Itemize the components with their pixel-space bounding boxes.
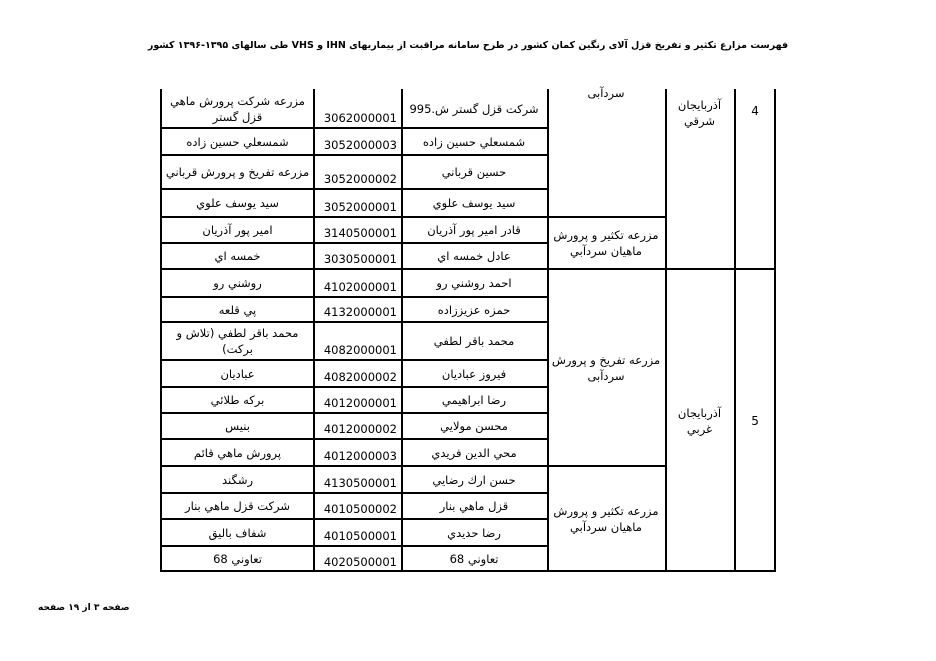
owner-name-cell-text: تعاوني 68: [449, 552, 499, 566]
farm-name-cell: [164, 323, 311, 359]
farm-type-cell-text: سردآبی: [587, 86, 625, 100]
farm-code-cell: [315, 218, 399, 242]
owner-name-cell: [405, 298, 543, 321]
farm-type-cell-text: مزرعه تفريخ و پرورش سردآبی: [551, 352, 661, 383]
farm-code-cell: [315, 190, 399, 216]
owner-name-cell-text: حمزه عزيززاده: [437, 302, 511, 317]
farm-name-cell-text: مزرعه شرکت پرورش ماهي قزل گستر: [170, 94, 305, 124]
farm-name-cell: [164, 129, 311, 154]
farm-name-cell-text: پي قلعه: [218, 302, 257, 317]
owner-name-cell-text: احمد روشني رو: [436, 276, 512, 290]
owner-name-cell: [405, 494, 543, 518]
owner-name-cell-text: محمد باقر لطفي: [433, 334, 515, 348]
farm-name-cell: [164, 298, 311, 321]
farm-code-cell-text: 4012000001: [323, 396, 397, 410]
owner-name-cell: [405, 323, 543, 359]
farm-name-cell: [164, 270, 311, 296]
owner-name-cell-text: رضا حديدي: [447, 525, 501, 540]
table-vline: [665, 89, 667, 571]
farm-name-cell-text: شفاف باليق: [208, 525, 267, 540]
farm-name-cell: [164, 440, 311, 465]
owner-name-cell: [405, 520, 543, 545]
farm-name-cell-text: امير پور آذريان: [202, 223, 273, 237]
farm-code-cell-text: 3052000001: [323, 200, 397, 214]
owner-name-cell-text: شركت قزل گستر ش.995: [409, 102, 539, 116]
farm-name-cell: [164, 467, 311, 492]
farm-name-cell-text: بنيس: [225, 419, 250, 433]
farm-name-cell: [164, 414, 311, 438]
table-vline: [774, 89, 776, 571]
owner-name-cell: [405, 156, 543, 188]
farm-name-cell-text: مزرعه تفريخ و پرورش قرباني: [165, 165, 310, 179]
farm-code-cell: [315, 244, 399, 268]
farm-code-cell: [315, 414, 399, 438]
owner-name-cell: [405, 270, 543, 296]
farm-name-cell: [164, 218, 311, 242]
owner-name-cell: [405, 440, 543, 465]
farm-name-cell-text: محمد باقر لطفي (تلاش و بركت): [176, 326, 299, 356]
farm-name-cell-text: سيد يوسف علوي: [196, 196, 279, 210]
farm-name-cell-text: شركت قزل ماهي بنار: [185, 499, 290, 513]
row-number-cell: [736, 270, 774, 571]
farm-code-cell-text: 3062000001: [323, 111, 397, 125]
farm-name-cell-text: عباديان: [220, 366, 255, 381]
farm-code-cell: [315, 323, 399, 359]
province-cell: [669, 91, 730, 268]
owner-name-cell-text: شمسعلي حسين زاده: [422, 134, 526, 149]
farm-name-cell-text: شمسعلي حسين زاده: [186, 134, 289, 149]
owner-name-cell: [405, 218, 543, 242]
farm-type-cell-text: مزرعه تكثير و پرورش ماهيان سردآبي: [553, 504, 659, 534]
province-cell: [669, 270, 730, 571]
farm-code-cell: [315, 91, 399, 127]
farm-code-cell-text: 4082000002: [323, 370, 397, 384]
owner-name-cell: [405, 91, 543, 127]
farm-code-cell: [315, 388, 399, 412]
farm-name-cell-text: پرورش ماهي قائم: [193, 445, 282, 460]
farm-name-cell-text: بركه طلائي: [210, 393, 265, 407]
farm-code-cell-text: 4010500001: [323, 529, 397, 543]
owner-name-cell-text: عادل خمسه اي: [437, 249, 511, 263]
farm-type-cell-text: مزرعه تكثير و پرورش ماهيان سردآبي: [553, 228, 659, 258]
farm-name-cell-text: روشني رو: [213, 276, 262, 290]
farm-code-cell: [315, 547, 399, 571]
farm-name-cell: [164, 91, 311, 127]
farm-code-cell-text: 4132000001: [323, 305, 397, 319]
document-title: فهرست مزارع تکثیر و تفریخ قزل آلای رنگین کمان کشور در طرح سامانه مراقبت از بیماریهای IHN و VHS طی سالهای ۱۳۹۵-۱۳۹۶ کشور: [147, 40, 789, 51]
farm-name-cell: [164, 156, 311, 188]
farm-code-cell-text: 4010500002: [323, 502, 397, 516]
farm-code-cell-text: 3052000002: [323, 172, 397, 186]
farm-name-cell: [164, 520, 311, 545]
farm-name-cell-text: رشگند: [221, 472, 254, 487]
owner-name-cell-text: سيد يوسف علوي: [432, 196, 516, 210]
table-vline: [401, 89, 403, 571]
farm-code-cell: [315, 361, 399, 386]
farm-type-cell: [551, 467, 661, 571]
owner-name-cell-text: حسين قرباني: [441, 165, 507, 179]
owner-name-cell-text: رضا ابراهيمي: [441, 393, 507, 407]
owner-name-cell: [405, 361, 543, 386]
row-number-cell: [736, 91, 774, 268]
farm-code-cell-text: 3052000003: [323, 138, 397, 152]
farm-code-cell: [315, 494, 399, 518]
owner-name-cell-text: حسن ارك رضايي: [432, 472, 516, 487]
farm-code-cell-text: 4020500001: [323, 555, 397, 569]
farm-code-cell: [315, 129, 399, 154]
farm-code-cell-text: 4012000002: [323, 422, 397, 436]
farm-name-cell: [164, 190, 311, 216]
farm-code-cell-text: 4082000001: [323, 343, 397, 357]
owner-name-cell: [405, 414, 543, 438]
farm-name-cell: [164, 388, 311, 412]
farm-type-cell: [551, 218, 661, 268]
farm-code-cell-text: 4130500001: [323, 476, 397, 490]
farm-name-cell-text: تعاوني 68: [213, 552, 262, 566]
farm-code-cell: [315, 156, 399, 188]
farm-code-cell: [315, 467, 399, 492]
farm-code-cell: [315, 440, 399, 465]
owner-name-cell: [405, 190, 543, 216]
farm-code-cell: [315, 298, 399, 321]
farm-name-cell: [164, 547, 311, 571]
farm-code-cell-text: 3030500001: [323, 252, 397, 266]
owner-name-cell-text: محسن مولايي: [440, 419, 508, 433]
farm-type-cell: [551, 270, 661, 465]
owner-name-cell-text: قزل ماهي بنار: [439, 499, 509, 513]
table-vline: [160, 89, 162, 571]
farm-name-cell: [164, 244, 311, 268]
row-number-cell-text: 5: [751, 413, 759, 428]
farm-code-cell-text: 3140500001: [323, 226, 397, 240]
farm-code-cell-text: 4012000003: [323, 449, 397, 463]
owner-name-cell: [405, 129, 543, 154]
page-footer: صفحه ۳ از ۱۹ صفحه: [38, 603, 130, 613]
owner-name-cell-text: قادر امير پور آذريان: [427, 223, 521, 237]
owner-name-cell: [405, 467, 543, 492]
farm-name-cell: [164, 361, 311, 386]
farm-name-cell-text: خمسه اي: [214, 249, 261, 263]
province-cell-text: آذربايجان غربي: [677, 405, 722, 436]
table-vline: [547, 89, 549, 571]
farm-name-cell: [164, 494, 311, 518]
owner-name-cell: [405, 547, 543, 571]
province-cell-text: آذربايجان شرقي: [677, 98, 722, 128]
farm-code-cell: [315, 270, 399, 296]
owner-name-cell-text: محي الدين فريدي: [431, 445, 517, 460]
owner-name-cell-text: فيروز عباديان: [441, 366, 507, 381]
owner-name-cell: [405, 244, 543, 268]
owner-name-cell: [405, 388, 543, 412]
farm-code-cell-text: 4102000001: [323, 280, 397, 294]
farm-type-cell: [551, 85, 661, 210]
farm-code-cell: [315, 520, 399, 545]
row-number-cell-text: 4: [751, 104, 759, 118]
